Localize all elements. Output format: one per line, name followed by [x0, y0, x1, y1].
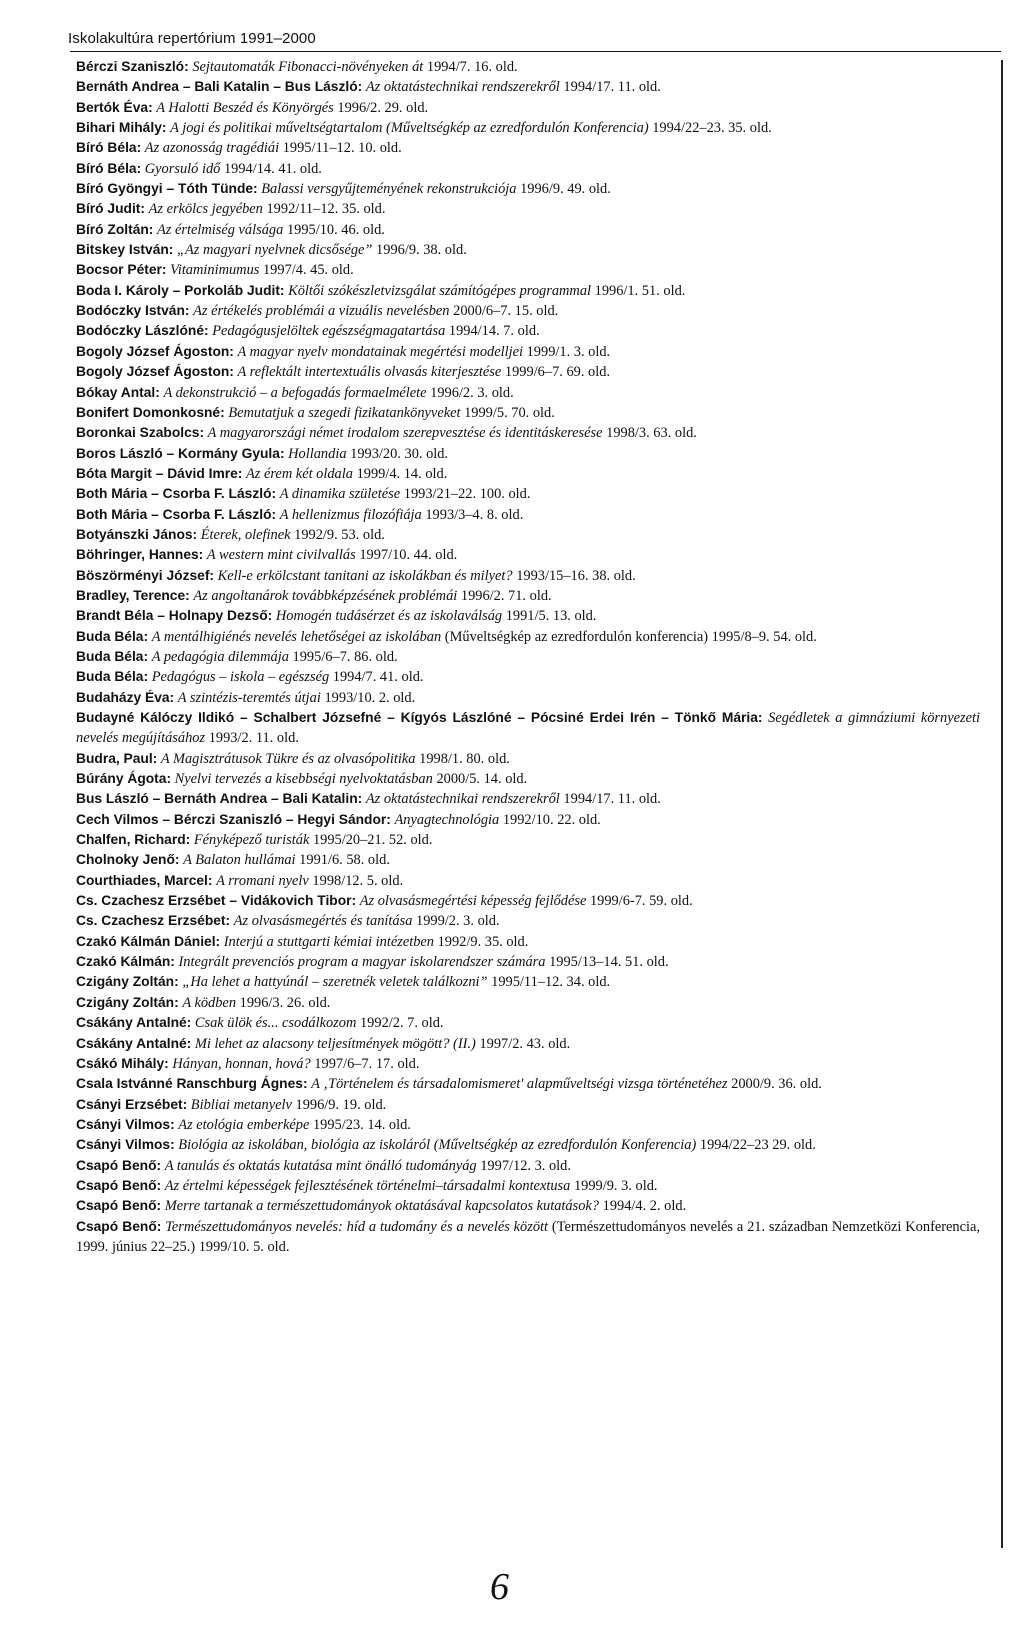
entry-reference: 1995/20–21. 52. old.: [312, 832, 433, 849]
entry-reference: 1997/10. 44. old.: [359, 547, 458, 564]
bibliography-entry: [76, 1054, 980, 1074]
entry-author: Buda Béla:: [76, 628, 149, 644]
entry-reference: 1994/14. 7. old.: [448, 323, 540, 340]
running-header: Iskolakultúra repertórium 1991–2000: [68, 30, 316, 47]
entry-title: Az erkölcs jegyében: [148, 201, 263, 218]
entry-reference: 1994/22–23. 35. old.: [652, 120, 772, 137]
bibliography-entry: [76, 952, 980, 972]
bibliography-entry: [76, 566, 980, 586]
entry-author: Csala Istvánné Ranschburg Ágnes:: [76, 1076, 308, 1092]
bibliography-entry: [76, 1095, 980, 1115]
entry-title: A ködben: [182, 994, 237, 1011]
entry-author: Bitskey István:: [76, 242, 174, 258]
bibliography-entry: [76, 281, 980, 301]
entry-title: A ‚Történelem és társadalomismeret' alapműveltségi vizsga történetéhez: [311, 1076, 728, 1093]
entry-title: Bibliai metanyelv: [190, 1096, 292, 1113]
bibliography-entry: [76, 911, 980, 931]
bibliography-entry: [76, 1176, 980, 1196]
entry-author: Böszörményi József:: [76, 567, 215, 583]
entry-author: Bíró Béla:: [76, 160, 142, 176]
entry-reference: (Műveltségkép az ezredfordulón konferencia) 1995/8–9. 54. old.: [444, 628, 817, 645]
entry-title: Az olvasásmegértés és tanítása: [233, 913, 413, 930]
entry-author: Bókay Antal:: [76, 384, 160, 400]
entry-author: Buda Béla:: [76, 669, 149, 685]
entry-title: A reflektált intertextuális olvasás kiterjesztése: [237, 364, 502, 381]
bibliography-entry: [76, 464, 980, 484]
entry-title: Mi lehet az alacsony teljesítmények mögött? (II.): [194, 1035, 476, 1052]
bibliography-entry: [76, 118, 980, 138]
bibliography-entry: [76, 586, 980, 606]
entry-reference: 1994/17. 11. old.: [563, 79, 661, 96]
bibliography-entry: [76, 403, 980, 423]
entry-title: Az azonosság tragédiái: [144, 140, 280, 157]
entry-author: Bonifert Domonkosné:: [76, 404, 225, 420]
entry-title: Az olvasásmegértési képesség fejlődése: [359, 893, 587, 910]
entry-reference: 2000/6–7. 15. old.: [453, 303, 559, 320]
bibliography-entry: [76, 647, 980, 667]
entry-author: Bertók Éva:: [76, 99, 153, 115]
entry-reference: 1993/21–22. 100. old.: [403, 486, 531, 503]
bibliography-entry: [76, 810, 980, 830]
bibliography-entry: [76, 98, 980, 118]
entry-reference: 1997/12. 3. old.: [480, 1157, 571, 1174]
entry-reference: 1997/6–7. 17. old.: [314, 1055, 420, 1072]
bibliography-entry: [76, 972, 980, 992]
entry-author: Cech Vilmos – Bérczi Szaniszló – Hegyi Sándor:: [76, 811, 391, 827]
entry-reference: 2000/5. 14. old.: [436, 771, 528, 788]
bibliography-entry: [76, 932, 980, 952]
entry-author: Cs. Czachesz Erzsébet:: [76, 913, 231, 929]
entry-author: Czigány Zoltán:: [76, 994, 179, 1010]
entry-title: Gyorsuló idő: [144, 160, 221, 177]
bibliography-entry: [76, 484, 980, 504]
entry-reference: 1999/6–7. 69. old.: [504, 364, 611, 381]
entry-author: Czigány Zoltán:: [76, 974, 179, 990]
entry-reference: 1994/4. 2. old.: [602, 1198, 687, 1215]
entry-reference: 1992/11–12. 35. old.: [266, 201, 386, 218]
entry-author: Csapó Benő:: [76, 1157, 162, 1173]
entry-reference: 1998/1. 80. old.: [419, 750, 510, 767]
bibliography-entry: [76, 850, 980, 870]
entry-title: Balassi versgyűjteményének rekonstrukciója: [261, 181, 517, 198]
entry-title: Pedagógus – iskola – egészség: [151, 669, 330, 686]
entry-title: A magyarországi német irodalom szerepvesztése és identitáskeresése: [207, 425, 603, 442]
entry-title: „Ha lehet a hattyúnál – szeretnék veletek találkozni”: [182, 974, 488, 991]
entry-title: Hollandia: [288, 445, 347, 462]
entry-author: Csányi Vilmos:: [76, 1116, 175, 1132]
entry-title: A magyar nyelv mondatainak megértési modelljei: [237, 343, 523, 360]
entry-reference: 1996/9. 49. old.: [520, 181, 611, 198]
entry-title: Biológia az iskolában, biológia az iskoláról (Műveltségkép az ezredfordulón Konferencia): [178, 1137, 697, 1154]
entry-author: Bogoly József Ágoston:: [76, 343, 234, 359]
entry-title: Csak ülök és... csodálkozom: [194, 1015, 357, 1032]
bibliography-entry: [76, 688, 980, 708]
entry-author: Bíró Gyöngyi – Tóth Tünde:: [76, 181, 258, 197]
bibliography-entry: [76, 1156, 980, 1176]
entry-title: Természettudományos nevelés: híd a tudomány és a nevelés között: [165, 1218, 549, 1235]
entry-title: Az értelmiség válsága: [157, 221, 284, 238]
entry-reference: 1993/10. 2. old.: [324, 689, 416, 706]
entry-reference: 1996/2. 3. old.: [430, 384, 514, 401]
entry-author: Bodóczky Lászlóné:: [76, 323, 209, 339]
bibliography-entry: [76, 260, 980, 280]
entry-title: A szintézis-teremtés útjai: [177, 689, 321, 706]
entry-reference: 1992/9. 53. old.: [294, 526, 385, 543]
entry-reference: 1993/3–4. 8. old.: [425, 506, 524, 523]
bibliography-entry: [76, 1115, 980, 1135]
bibliography-entry: [76, 708, 980, 749]
bibliography-entry: [76, 423, 980, 443]
bibliography-entry: [76, 871, 980, 891]
entry-author: Bodóczky István:: [76, 303, 190, 319]
bibliography-entry: [76, 1074, 980, 1094]
entry-title: Nyelvi tervezés a kisebbségi nyelvoktatásban: [174, 771, 433, 788]
entry-author: Csákány Antalné:: [76, 1035, 192, 1051]
bibliography-entry: [76, 383, 980, 403]
entry-author: Bocsor Péter:: [76, 262, 167, 278]
entry-author: Csapó Benő:: [76, 1177, 162, 1193]
entry-reference: 1995/11–12. 10. old.: [282, 140, 402, 157]
bibliography-entry: [76, 789, 980, 809]
entry-author: Both Mária – Csorba F. László:: [76, 486, 277, 502]
entry-title: Segédletek a gimnáziumi környezeti nevelés megújításához: [76, 710, 980, 747]
entry-reference: 1995/10. 46. old.: [286, 221, 385, 238]
bibliography-entry: [76, 1034, 980, 1054]
entry-author: Csányi Erzsébet:: [76, 1096, 188, 1112]
entry-reference: 1999/9. 3. old.: [573, 1177, 658, 1194]
entry-title: Merre tartanak a természettudományok oktatásával kapcsolatos kutatások?: [164, 1198, 600, 1215]
entry-reference: 1997/4. 45. old.: [262, 262, 354, 279]
entry-reference: 1994/7. 41. old.: [332, 669, 424, 686]
entry-title: Hányan, honnan, hová?: [172, 1055, 311, 1072]
bibliography-list: [76, 57, 980, 1257]
entry-author: Budaházy Éva:: [76, 689, 175, 705]
entry-reference: 1993/20. 30. old.: [350, 445, 449, 462]
entry-title: A dinamika születése: [279, 486, 401, 503]
bibliography-entry: [76, 138, 980, 158]
entry-author: Bíró Judit:: [76, 201, 145, 217]
header-rule: [70, 51, 1001, 52]
entry-author: Csányi Vilmos:: [76, 1137, 175, 1153]
entry-reference: 1995/11–12. 34. old.: [491, 974, 611, 991]
entry-reference: 1995/23. 14. old.: [312, 1116, 411, 1133]
entry-author: Brandt Béla – Holnapy Dezső:: [76, 608, 273, 624]
entry-author: Cs. Czachesz Erzsébet – Vidákovich Tibor:: [76, 893, 357, 909]
entry-reference: 1996/1. 51. old.: [594, 282, 686, 299]
bibliography-entry: [76, 57, 980, 77]
bibliography-entry: [76, 342, 980, 362]
entry-author: Csapó Benő:: [76, 1218, 162, 1234]
entry-reference: 1998/3. 63. old.: [606, 425, 697, 442]
bibliography-entry: [76, 179, 980, 199]
entry-title: Költői szókészletvizsgálat számítógépes programmal: [288, 282, 592, 299]
entry-title: Az értelmi képességek fejlesztésének történelmi–társadalmi kontextusa: [164, 1177, 571, 1194]
bibliography-entry: [76, 830, 980, 850]
entry-title: Éterek, olefinek: [200, 526, 291, 543]
bibliography-entry: [76, 1196, 980, 1216]
entry-author: Bradley, Terence:: [76, 587, 190, 603]
entry-reference: 1999/6-7. 59. old.: [589, 893, 693, 910]
entry-reference: 1996/2. 71. old.: [460, 587, 552, 604]
entry-author: Csákány Antalné:: [76, 1015, 192, 1031]
entry-title: A hellenizmus filozófiája: [279, 506, 422, 523]
entry-reference: 2000/9. 36. old.: [731, 1076, 822, 1093]
bibliography-entry: [76, 993, 980, 1013]
entry-author: Csákó Mihály:: [76, 1055, 169, 1071]
entry-reference: 1996/9. 19. old.: [295, 1096, 387, 1113]
entry-author: Czakó Kálmán:: [76, 954, 175, 970]
entry-author: Budayné Kálóczy Ildikó – Schalbert Józsefné – Kígyós Lászlóné – Pócsiné Erdei Irén – Tönkő Mária:: [76, 710, 763, 725]
entry-author: Bóta Margit – Dávid Imre:: [76, 465, 243, 481]
entry-title: Az értékelés problémái a vizuális nevelésben: [193, 303, 450, 320]
bibliography-entry: [76, 77, 980, 97]
entry-author: Budra, Paul:: [76, 750, 158, 766]
bibliography-entry: [76, 769, 980, 789]
bibliography-entry: [76, 545, 980, 565]
entry-reference: 1995/6–7. 86. old.: [292, 648, 398, 665]
entry-author: Cholnoky Jenő:: [76, 852, 180, 868]
bibliography-entry: [76, 1135, 980, 1155]
entry-author: Chalfen, Richard:: [76, 832, 191, 848]
bibliography-entry: [76, 1217, 980, 1258]
bibliography-entry: [76, 159, 980, 179]
entry-reference: 1991/6. 58. old.: [299, 852, 390, 869]
entry-reference: 1997/2. 43. old.: [479, 1035, 571, 1052]
entry-title: Az etológia emberképe: [178, 1116, 310, 1133]
entry-reference: (Természettudományos nevelés a 21. században Nemzetközi Konferencia, 1999. június 22–25.) 1999/10. 5. old.: [76, 1218, 980, 1255]
entry-author: Bus László – Bernáth Andrea – Bali Katalin:: [76, 791, 363, 807]
entry-title: Az oktatástechnikai rendszerekről: [365, 791, 560, 808]
entry-reference: 1996/9. 38. old.: [376, 242, 467, 259]
entry-title: Sejtautomaták Fibonacci-növényeken át: [192, 59, 424, 75]
entry-author: Both Mária – Csorba F. László:: [76, 506, 277, 522]
entry-reference: 1999/5. 70. old.: [464, 404, 555, 421]
bibliography-entry: [76, 525, 980, 545]
entry-title: Homogén tudásérzet és az iskolaválság: [275, 608, 503, 625]
entry-author: Bernáth Andrea – Bali Katalin – Bus László:: [76, 79, 363, 95]
entry-title: Az oktatástechnikai rendszerekről: [365, 79, 560, 96]
bibliography-entry: [76, 749, 980, 769]
entry-title: Kell-e erkölcstant tanitani az iskolákban és milyet?: [217, 567, 513, 584]
entry-title: Vitaminimumus: [170, 262, 260, 279]
entry-reference: 1992/2. 7. old.: [359, 1015, 444, 1032]
entry-author: Bihari Mihály:: [76, 120, 167, 136]
entry-author: Czakó Kálmán Dániel:: [76, 933, 221, 949]
entry-author: Boronkai Szabolcs:: [76, 425, 205, 441]
bibliography-entry: [76, 362, 980, 382]
entry-reference: 1994/17. 11. old.: [563, 791, 661, 808]
margin-line: [1001, 60, 1003, 1548]
entry-author: Búrány Ágota:: [76, 771, 172, 787]
entry-reference: 1999/2. 3. old.: [416, 913, 500, 930]
entry-title: Bemutatjuk a szegedi fizikatankönyveket: [228, 404, 461, 421]
entry-title: Fényképező turisták: [193, 832, 310, 849]
page-number: 6: [490, 1566, 509, 1608]
entry-title: A mentálhigiénés nevelés lehetőségei az iskolában: [151, 628, 442, 645]
entry-reference: 1995/13–14. 51. old.: [549, 954, 669, 971]
entry-title: Anyagtechnológia: [394, 811, 500, 828]
entry-title: A jogi és politikai műveltségtartalom (Műveltségkép az ezredfordulón Konferencia): [170, 120, 649, 137]
entry-title: A Halotti Beszéd és Könyörgés: [156, 99, 334, 116]
bibliography-entry: [76, 627, 980, 647]
entry-author: Bíró Zoltán:: [76, 221, 154, 237]
entry-reference: 1993/2. 11. old.: [208, 730, 299, 747]
bibliography-entry: [76, 891, 980, 911]
bibliography-entry: [76, 199, 980, 219]
entry-title: Pedagógusjelöltek egészségmagatartása: [212, 323, 446, 340]
entry-title: A western mint civilvallás: [206, 547, 356, 564]
entry-title: A rromani nyelv: [216, 872, 309, 889]
entry-reference: 1996/3. 26. old.: [239, 994, 331, 1011]
entry-reference: 1994/22–23 29. old.: [699, 1137, 816, 1154]
entry-title: A pedagógia dilemmája: [151, 648, 289, 665]
entry-title: A tanulás és oktatás kutatása mint önálló tudományág: [164, 1157, 477, 1174]
bibliography-entry: [76, 1013, 980, 1033]
entry-reference: 1991/5. 13. old.: [505, 608, 597, 625]
entry-reference: 1996/2. 29. old.: [337, 99, 429, 116]
entry-title: „Az magyari nyelvnek dicsősége”: [177, 242, 373, 259]
entry-title: Az érem két oldala: [245, 465, 353, 482]
entry-reference: 1999/1. 3. old.: [526, 343, 611, 360]
entry-author: Böhringer, Hannes:: [76, 547, 204, 563]
bibliography-entry: [76, 301, 980, 321]
entry-title: Az angoltanárok továbbképzésének problémái: [193, 587, 458, 604]
entry-author: Botyánszki János:: [76, 526, 198, 542]
entry-reference: 1992/10. 22. old.: [502, 811, 601, 828]
entry-reference: 1998/12. 5. old.: [312, 872, 404, 889]
entry-author: Buda Béla:: [76, 648, 149, 664]
bibliography-entry: [76, 667, 980, 687]
entry-author: Bogoly József Ágoston:: [76, 364, 234, 380]
entry-author: Boda I. Károly – Porkoláb Judit:: [76, 282, 285, 298]
bibliography-entry: [76, 240, 980, 260]
bibliography-entry: [76, 606, 980, 626]
entry-title: A Balaton hullámai: [183, 852, 296, 869]
entry-reference: 1992/9. 35. old.: [437, 933, 529, 950]
entry-reference: 1999/4. 14. old.: [356, 465, 448, 482]
entry-title: Interjú a stuttgarti kémiai intézetben: [223, 933, 434, 950]
entry-reference: 1994/7. 16. old.: [426, 59, 518, 75]
entry-title: A dekonstrukció – a befogadás formaelmélete: [163, 384, 427, 401]
entry-reference: 1994/14. 41. old.: [223, 160, 322, 177]
entry-reference: 1993/15–16. 38. old.: [516, 567, 636, 584]
entry-author: Boros László – Kormány Gyula:: [76, 445, 285, 461]
entry-author: Bérczi Szaniszló:: [76, 59, 189, 74]
bibliography-entry: [76, 444, 980, 464]
entry-title: Integrált prevenciós program a magyar iskolarendszer számára: [178, 954, 546, 971]
entry-author: Bíró Béla:: [76, 140, 142, 156]
entry-author: Csapó Benő:: [76, 1198, 162, 1214]
entry-title: A Magisztrátusok Tükre és az olvasópolitika: [160, 750, 416, 767]
entry-author: Courthiades, Marcel:: [76, 872, 213, 888]
bibliography-entry: [76, 321, 980, 341]
bibliography-entry: [76, 505, 980, 525]
bibliography-entry: [76, 220, 980, 240]
